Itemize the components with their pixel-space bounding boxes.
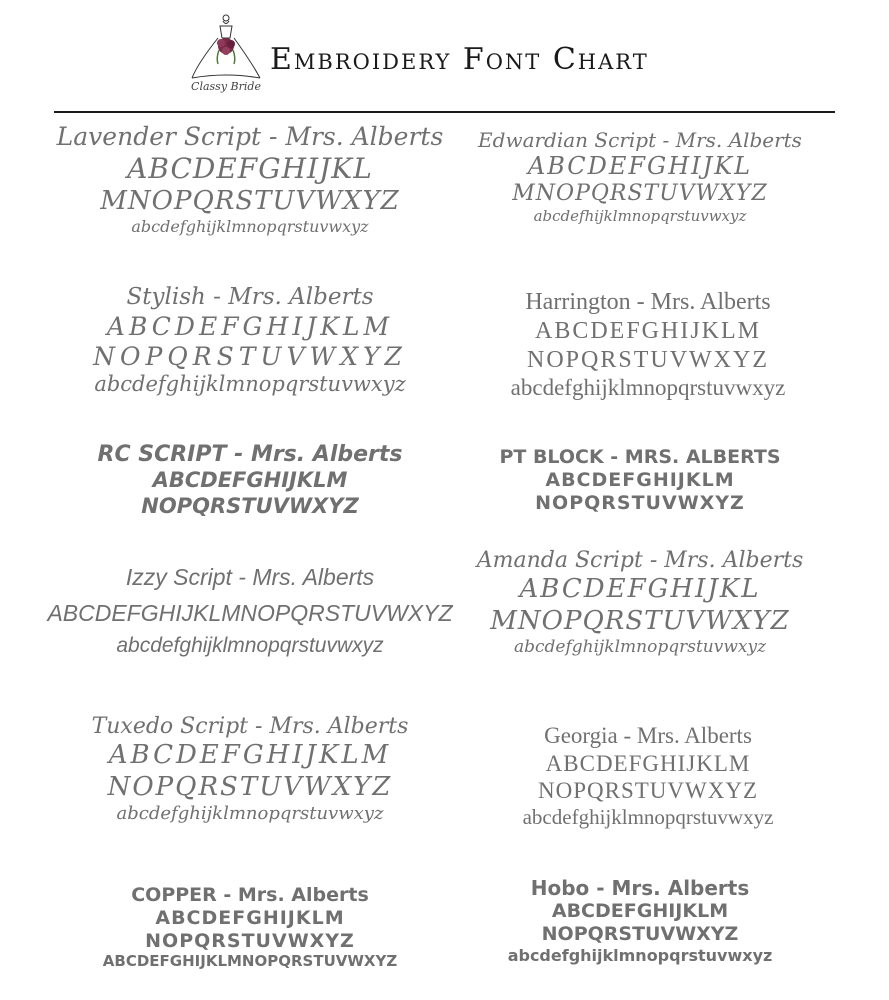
font-sample-title: COPPER - Mrs. Alberts — [131, 884, 369, 906]
font-sample-lowercase: abcdefghijklmnopqrstuvwxyz — [94, 371, 406, 396]
font-sample-uppercase-1: ABCDEFGHIJKLM — [152, 468, 348, 493]
font-sample-title: Amanda Script - Mrs. Alberts — [476, 548, 804, 573]
font-sample-title: Hobo - Mrs. Alberts — [530, 876, 750, 900]
font-sample-amanda-script — [430, 548, 850, 657]
font-sample-uppercase-1: ABCDEFGHIJKLM — [551, 900, 729, 922]
font-sample-pt-block — [430, 446, 850, 514]
font-sample-title: Georgia - Mrs. Alberts — [544, 723, 752, 748]
font-sample-harrington — [438, 288, 858, 402]
font-sample-uppercase-1: ABCDEFGHIJKLMNOPQRSTUVWXYZ — [47, 599, 453, 626]
font-sample-lavender-script — [40, 122, 460, 236]
font-sample-title: RC SCRIPT - Mrs. Alberts — [97, 442, 403, 467]
font-sample-title: Izzy Script - Mrs. Alberts — [125, 564, 375, 590]
bride-dress-icon — [186, 8, 266, 80]
font-sample-uppercase-2: NOPQRSTUVWXYZ — [538, 778, 758, 804]
font-sample-uppercase-2: NOPQRSTUVWXYZ — [107, 771, 393, 802]
font-sample-title: PT BLOCK - MRS. ALBERTS — [499, 446, 781, 468]
font-sample-uppercase-2: MNOPQRSTUVWXYZ — [100, 185, 400, 216]
font-sample-georgia — [438, 722, 858, 830]
page-title: Embroidery Font Chart — [270, 42, 649, 77]
font-sample-copper — [40, 884, 460, 970]
font-sample-uppercase-1: ABCDEFGHIJKLM — [108, 740, 392, 771]
font-sample-title: Lavender Script - Mrs. Alberts — [56, 122, 444, 151]
font-sample-title: Tuxedo Script - Mrs. Alberts — [91, 714, 409, 739]
page-header — [0, 0, 889, 112]
font-sample-uppercase-2: NOPQRSTUVWXYZ — [141, 493, 359, 518]
font-sample-hobo — [430, 876, 850, 965]
font-sample-edwardian-script — [430, 128, 850, 225]
font-sample-lowercase: abcdefghijklmnopqrstuvwxyz — [522, 804, 774, 829]
font-sample-title: Edwardian Script - Mrs. Alberts — [478, 128, 802, 152]
font-sample-uppercase-2: NOPQRSTUVWXYZ — [93, 341, 407, 371]
header-divider — [54, 111, 835, 113]
font-sample-uppercase-1: ABCDEFGHIJKL — [519, 574, 761, 605]
font-sample-uppercase-2: NOPQRSTUVWXYZ — [527, 346, 769, 373]
font-sample-title: Harrington - Mrs. Alberts — [525, 289, 771, 315]
font-sample-uppercase-1: ABCDEFGHIJKLM — [106, 311, 394, 341]
font-sample-uppercase-1: ABCDEFGHIJKLM — [545, 468, 735, 491]
font-sample-uppercase-1: ABCDEFGHIJKL — [527, 152, 753, 180]
font-sample-title: Stylish - Mrs. Alberts — [126, 284, 374, 310]
font-sample-lowercase: ABCDEFGHIJKLMNOPQRSTUVWXYZ — [102, 952, 398, 971]
font-sample-uppercase-2: MNOPQRSTUVWXYZ — [512, 180, 768, 206]
font-sample-lowercase: abcdefghijklmnopqrstuvwxyz — [116, 802, 384, 824]
font-sample-lowercase: abcdefghijklmnopqrstuvwxyz — [116, 634, 384, 658]
font-sample-izzy-script — [40, 564, 460, 658]
font-sample-lowercase: abcdefghijklmnopqrstuvwxyz — [510, 375, 786, 401]
font-sample-uppercase-2: NOPQRSTUVWXYZ — [145, 929, 355, 952]
font-sample-uppercase-2: NOPQRSTUVWXYZ — [535, 491, 745, 514]
font-sample-lowercase: abcdefghijklmnopqrstuvwxyz — [513, 636, 767, 657]
font-sample-uppercase-1: ABCDEFGHIJKLM — [155, 906, 345, 929]
font-sample-uppercase-1: ABCDEFGHIJKLM — [534, 317, 761, 344]
font-sample-lowercase: abcdefghijklmnopqrstuvwxyz — [507, 945, 773, 965]
font-sample-stylish — [40, 284, 460, 397]
font-sample-uppercase-1: ABCDEFGHIJKL — [127, 152, 373, 185]
logo-text: Classy Bride — [191, 80, 261, 93]
font-sample-lowercase: abcdefghijklmnopqrstuvwxyz — [131, 216, 369, 236]
font-sample-tuxedo-script — [40, 714, 460, 824]
classy-bride-logo — [186, 8, 266, 98]
font-sample-lowercase: abcdefhijklmnopqrstuvwxyz — [533, 207, 747, 226]
font-sample-uppercase-1: ABCDEFGHIJKLM — [545, 750, 751, 776]
font-sample-rc-script — [40, 442, 460, 519]
font-sample-uppercase-2: NOPQRSTUVWXYZ — [541, 922, 739, 945]
font-sample-uppercase-2: MNOPQRSTUVWXYZ — [490, 605, 790, 636]
